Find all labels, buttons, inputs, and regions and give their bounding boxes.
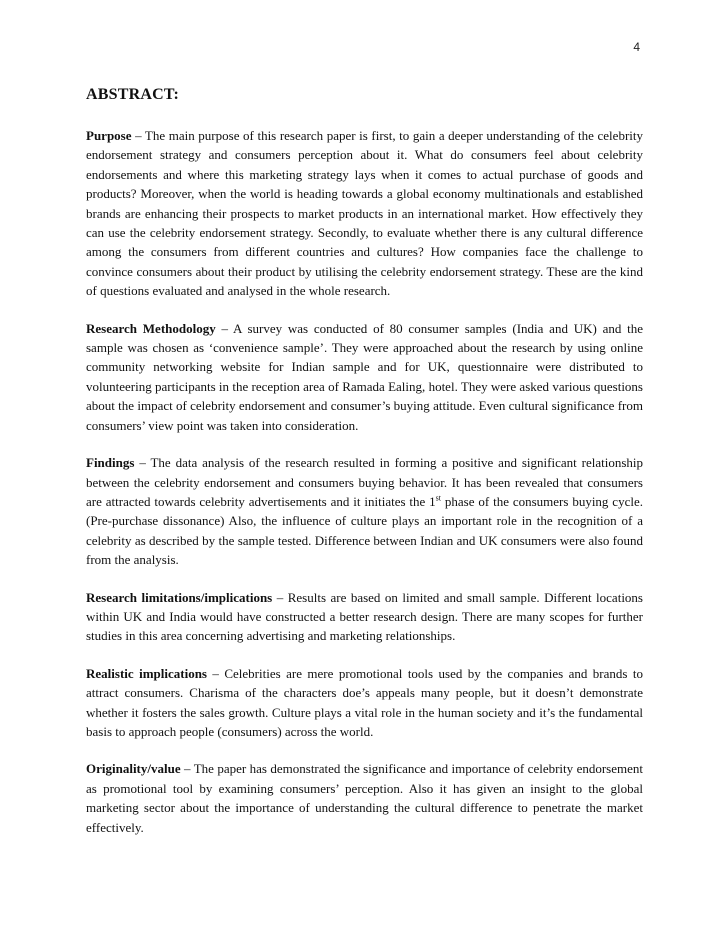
realistic-implications-text: – Celebrities are mere promotional tools used by the companies and brands to attract consumers. Charisma of the characters doe’s appeals many people, but it doesn’t demonstrate whether it fosters the sales growth. Culture plays a vital role in the human society and it’s the fundamental basis to approach people (consumers) across the world. <box>86 665 643 739</box>
purpose-text: – The main purpose of this research paper is first, to gain a deeper understanding of the celebrity endorsement strategy and consumers perception about it. What do consumers feel about celebrity endorsements and where this marketing strategy lays when it comes to actual purchase of goods and products? Moreover, when the world is heading towards a global economy multinationals and established brands are enhancing their prospects to market products in an international market. How effectively they can use the celebrity endorsement strategy. Secondly, to evaluate whether there is any cultural difference among the consumers from different countries and cultures? How companies face the challenge to convince consumers about their product by utilising the celebrity endorsement strategy. These are the kind of questions evaluated and analysed in the whole research. <box>86 128 643 299</box>
methodology-text: – A survey was conducted of 80 consumer samples (India and UK) and the sample was chosen as ‘convenience sample’. They were approached about the research by using online community networking website for Indian sample and for UK, questionnaire were distributed to volunteering participants in the reception area of Ramada Ealing, hotel. They were asked various questions about the impact of celebrity endorsement and consumer’s buying attitude. Even cultural significance from consumers’ view point was taken into consideration. <box>86 320 643 433</box>
findings-superscript: st <box>435 493 442 503</box>
realistic-implications-label: Realistic implications <box>86 665 207 681</box>
originality-label: Originality/value <box>86 761 181 777</box>
findings-text-before: – The data analysis of the research resulted in forming a positive and significant relationship between the celebrity endorsement and consumers buying behavior. It has been revealed that consumers are attracted towards celebrity advertisements and it initiates the 1 <box>86 455 643 509</box>
realistic-implications-paragraph <box>86 664 643 742</box>
abstract-content <box>86 86 643 855</box>
methodology-label: Research Methodology <box>86 320 216 336</box>
methodology-paragraph <box>86 319 643 435</box>
limitations-text: – Results are based on limited and small sample. Different locations within UK and India would have constructed a better research design. There are many scopes for further studies in this area concerning advertising and marketing relationships. <box>86 589 643 644</box>
findings-label: Findings <box>86 455 135 471</box>
purpose-paragraph <box>86 126 643 301</box>
page-number: 4 <box>633 40 640 54</box>
findings-paragraph <box>86 453 643 569</box>
purpose-label: Purpose <box>86 128 132 143</box>
abstract-heading: ABSTRACT: <box>86 86 180 103</box>
findings-text-after: phase of the consumers buying cycle. (Pre-purchase dissonance) Also, the influence of culture plays an important role in the recognition of a celebrity as described by the sample tested. Difference between Indian and UK consumers were also found from the analysis. <box>86 493 643 568</box>
limitations-paragraph <box>86 588 643 646</box>
originality-paragraph <box>86 759 643 837</box>
limitations-label: Research limitations/implications <box>86 589 273 605</box>
originality-text: – The paper has demonstrated the significance and importance of celebrity endorsement as promotional tool by examining consumers’ perception. Also it has given an insight to the global marketing sector about the importance of understanding the cultural difference to penetrate the market effectively. <box>86 761 643 835</box>
